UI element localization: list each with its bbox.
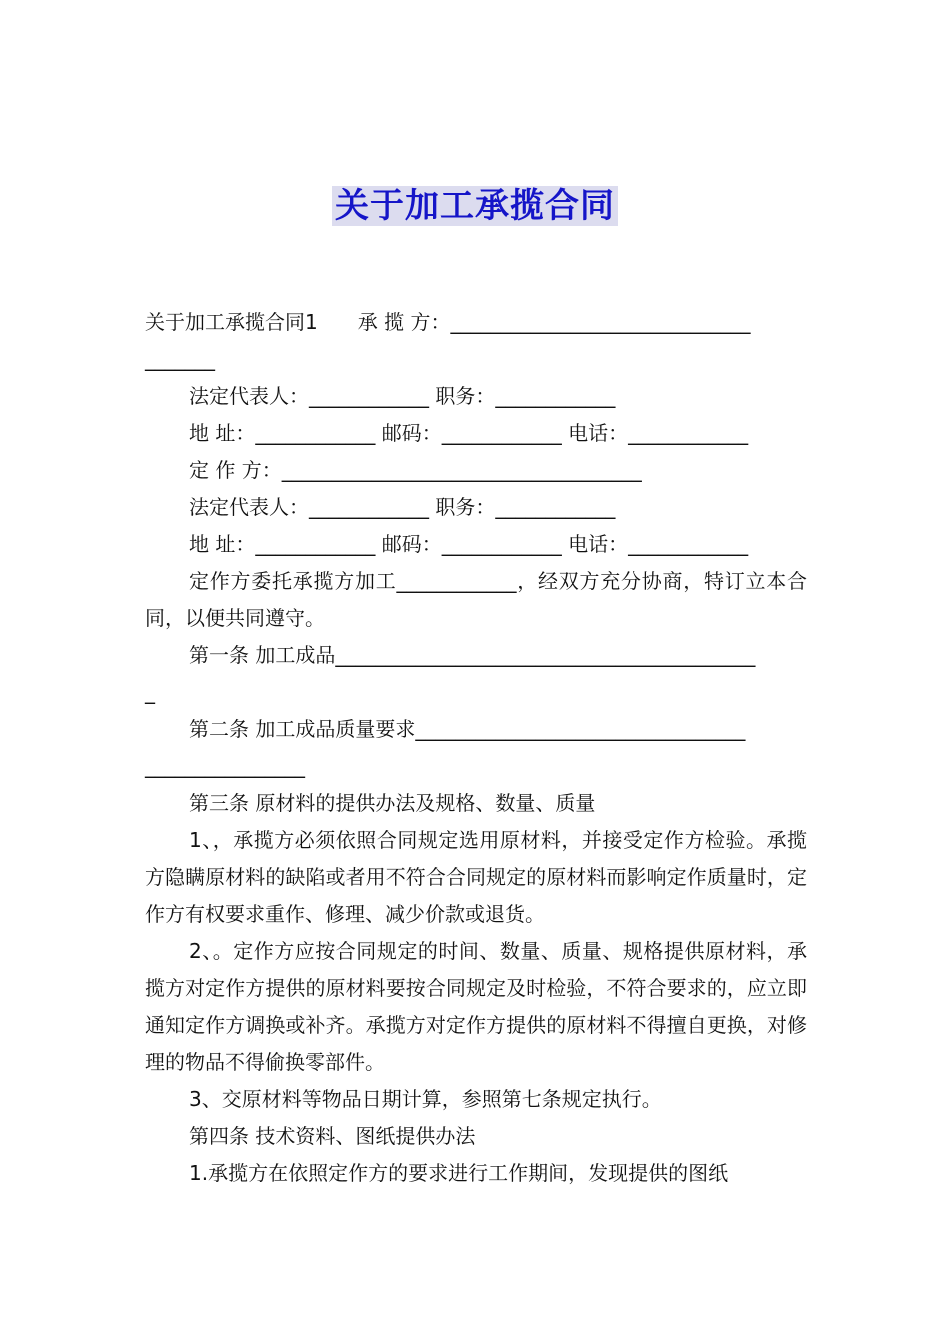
article-3-heading: 第三条 原材料的提供办法及规格、数量、质量 (189, 791, 596, 815)
intro-paragraph: 定作方委托承揽方加工____________，经双方充分协商，特订立本合同，以便共同遵守。 (145, 569, 807, 630)
client-line: 定 作 方：____________________________________ (189, 458, 642, 482)
clause-3-3: 3、交原材料等物品日期计算，参照第七条规定执行。 (189, 1087, 662, 1111)
article-1-heading: 第一条 加工成品__________________________________________ (189, 643, 756, 667)
clause-3-2: 2、。定作方应按合同规定的时间、数量、质量、规格提供原材料，承揽方对定作方提供的原材料要按合同规定及时检验，不符合要求的，应立即通知定作方调换或补齐。承揽方对定作方提供的原材料不得擅自更换，对修理的物品不得偷换零部件。 (145, 939, 807, 1074)
contractor-line: 关于加工承揽合同1 承 揽 方：______________________________ (145, 310, 751, 334)
document-title (0, 178, 950, 227)
client-legal-rep-line: 法定代表人：____________ 职务：____________ (189, 495, 616, 519)
title-text: 关于加工承揽合同 (332, 186, 618, 226)
contractor-legal-rep-line: 法定代表人：____________ 职务：____________ (189, 384, 616, 408)
contractor-address-line: 地 址：____________ 邮码：____________ 电话：____________ (189, 421, 749, 445)
clause-3-1: 1、，承揽方必须依照合同规定选用原材料，并接受定作方检验。承揽方隐瞒原材料的缺陷或者用不符合合同规定的原材料而影响定作质量时，定作方有权要求重作、修理、减少价款或退货。 (145, 828, 807, 926)
document-body (145, 304, 807, 1192)
article-2-continued: ________________ (145, 754, 305, 778)
article-4-heading: 第四条 技术资料、图纸提供办法 (189, 1124, 476, 1148)
clause-4-1: 1.承揽方在依照定作方的要求进行工作期间，发现提供的图纸 (189, 1161, 729, 1185)
article-1-continued: _ (145, 680, 155, 704)
contractor-line-continued: _______ (145, 347, 215, 371)
client-address-line: 地 址：____________ 邮码：____________ 电话：____________ (189, 532, 749, 556)
article-2-heading: 第二条 加工成品质量要求_________________________________ (189, 717, 746, 741)
